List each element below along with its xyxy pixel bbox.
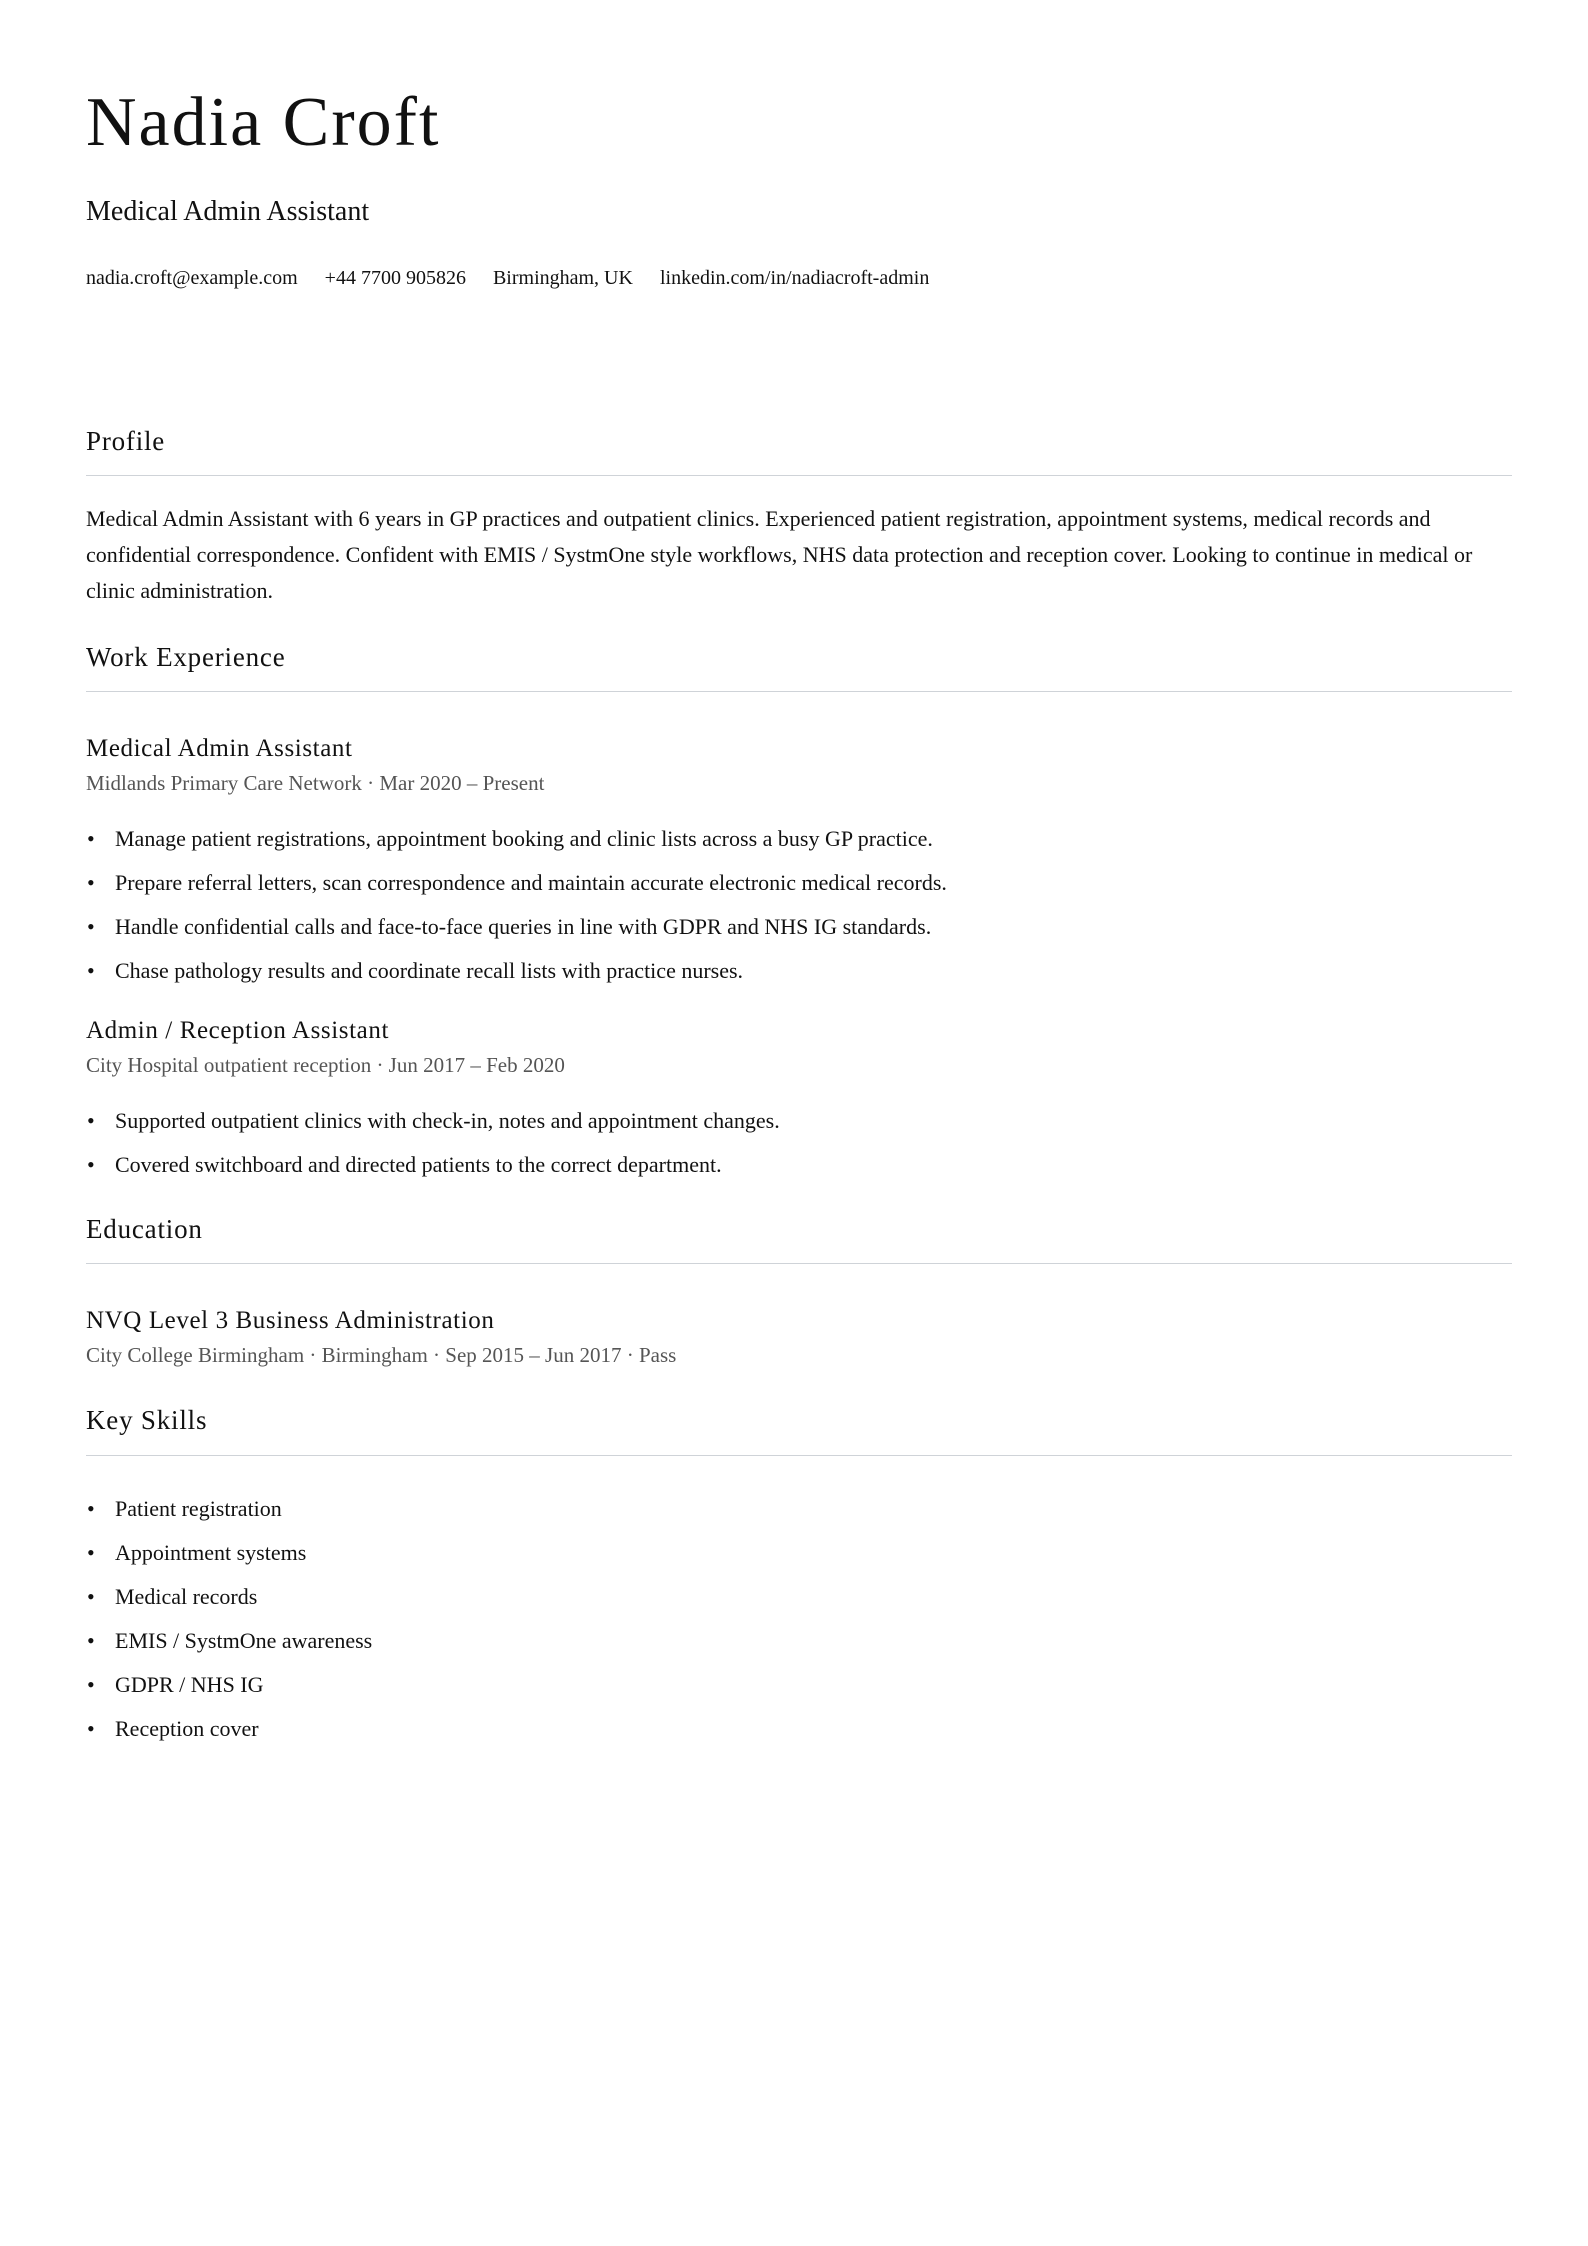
education-details: City College Birmingham · Birmingham · Sep 2015 – Jun 2017 · Pass <box>86 1343 677 1367</box>
section-heading-skills: Key Skills <box>86 1405 208 1435</box>
list-item: • Supported outpatient clinics with check-in, notes and appointment changes. <box>87 1108 780 1133</box>
list-item: • Handle confidential calls and face-to-face queries in line with GDPR and NHS IG standards. <box>87 914 932 939</box>
section-heading-profile: Profile <box>86 426 166 456</box>
contact-phone[interactable]: +44 7700 905826 <box>324 267 466 289</box>
skills-list <box>86 1496 372 1760</box>
skill-item: • Medical records <box>87 1584 258 1609</box>
skill-item: • Reception cover <box>87 1716 259 1741</box>
contact-location: Birmingham, UK <box>492 267 633 289</box>
section-heading-education: Education <box>86 1214 203 1244</box>
skill-item: • GDPR / NHS IG <box>87 1672 264 1697</box>
bullet-icon: • <box>87 1716 95 1741</box>
bullet-icon: • <box>87 826 95 851</box>
skill-item: • Appointment systems <box>87 1540 307 1565</box>
section-divider <box>86 475 1512 476</box>
contact-line <box>86 268 956 288</box>
contact-linkedin[interactable]: linkedin.com/in/nadiacroft-admin <box>659 267 930 289</box>
bullet-icon: • <box>87 1108 95 1133</box>
list-item: • Covered switchboard and directed patients to the correct department. <box>87 1152 722 1177</box>
candidate-title: Medical Admin Assistant <box>86 196 370 227</box>
candidate-name: Nadia Croft <box>86 84 441 161</box>
job-employer-dates: City Hospital outpatient reception · Jun 2017 – Feb 2020 <box>86 1053 565 1077</box>
bullet-icon: • <box>87 1672 95 1697</box>
bullet-icon: • <box>87 914 95 939</box>
profile-summary: Medical Admin Assistant with 6 years in GP practices and outpatient clinics. Experienced patient registration, appointment systems, medical records and confidential correspondence. Confident with EMIS / SystmOne style workflows, NHS data protection and reception cover. Looking to continue in medical or clinic administration. <box>86 506 1473 603</box>
job-responsibilities <box>86 826 947 1002</box>
bullet-icon: • <box>87 958 95 983</box>
bullet-icon: • <box>87 1628 95 1653</box>
bullet-icon: • <box>87 1152 95 1177</box>
contact-email[interactable]: nadia.croft@example.com <box>86 267 298 289</box>
section-divider <box>86 1455 1512 1456</box>
bullet-icon: • <box>87 1584 95 1609</box>
skill-item: • EMIS / SystmOne awareness <box>87 1628 373 1653</box>
bullet-icon: • <box>87 870 95 895</box>
job-employer-dates: Midlands Primary Care Network · Mar 2020 – Present <box>86 771 545 795</box>
section-divider <box>86 1263 1512 1264</box>
job-responsibilities <box>86 1108 780 1196</box>
job-title: Admin / Reception Assistant <box>86 1017 389 1044</box>
list-item: • Chase pathology results and coordinate recall lists with practice nurses. <box>87 958 744 983</box>
list-item: • Manage patient registrations, appointment booking and clinic lists across a busy GP practice. <box>87 826 933 851</box>
section-divider <box>86 691 1512 692</box>
skill-item: • Patient registration <box>87 1496 282 1521</box>
bullet-icon: • <box>87 1540 95 1565</box>
education-title: NVQ Level 3 Business Administration <box>86 1307 495 1334</box>
section-heading-experience: Work Experience <box>86 642 286 672</box>
bullet-icon: • <box>87 1496 95 1521</box>
list-item: • Prepare referral letters, scan correspondence and maintain accurate electronic medical records. <box>87 870 947 895</box>
job-title: Medical Admin Assistant <box>86 735 353 762</box>
